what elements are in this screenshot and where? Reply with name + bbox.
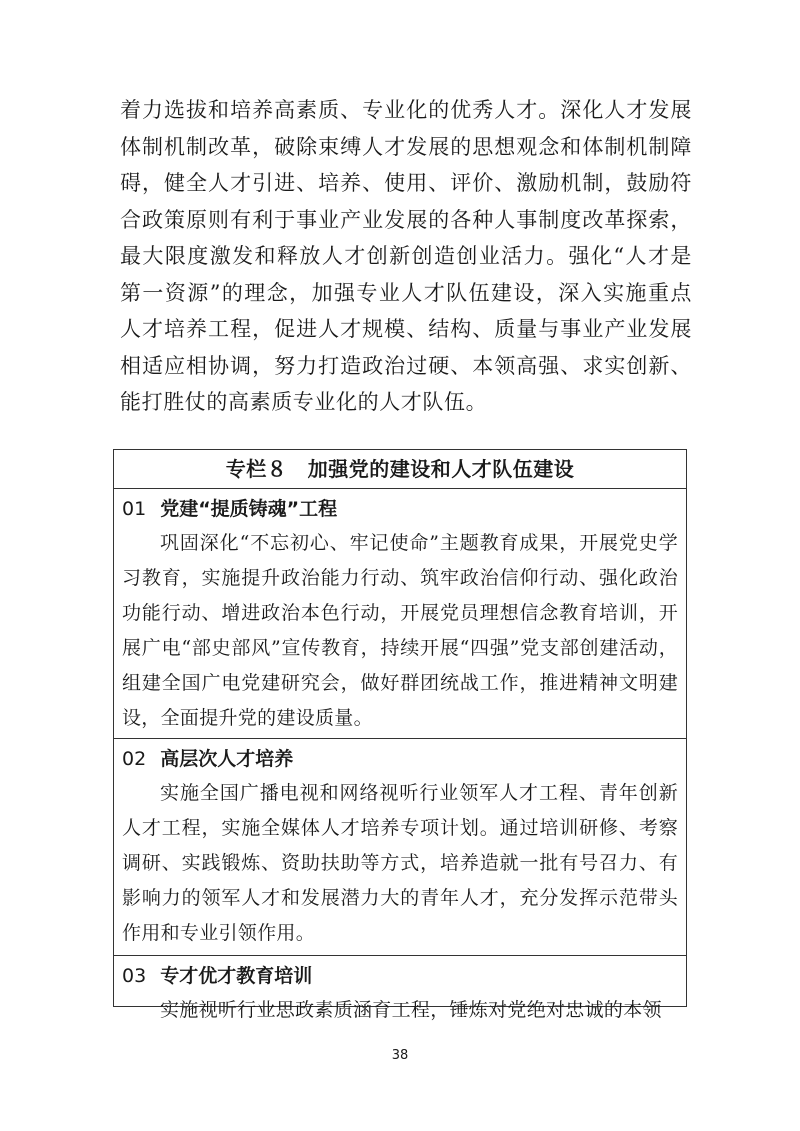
section-heading [122,489,678,526]
section-text: 巩固深化“不忘初心、牢记使命”主题教育成果，开展党史学习教育，实施提升政治能力行动、筑牢政治信仰行动、强化政治功能行动、增进政治本色行动，开展党员理想信念教育培训，开展广电“部史部风”宣传教育，持续开展“四强”党支部创建活动，组建全国广电党建研究会，做好群团统战工作，推进精神文明建设，全面提升党的建设质量。 [122,532,678,729]
body-paragraph: 着力选拔和培养高素质、专业化的优秀人才。深化人才发展体制机制改革，破除束缚人才发展的思想观念和体制机制障碍，健全人才引进、培养、使用、评价、激励机制，鼓励符合政策原则有利于事业产业发展的各种人事制度改革探索，最大限度激发和释放人才创新创造创业活力。强化“人才是第一资源”的理念，加强专业人才队伍建设，深入实施重点人才培养工程，促进人才规模、结构、质量与事业产业发展相适应相协调，努力打造政治过硬、本领高强、求实创新、能打胜仗的高素质专业化的人才队伍。 [120,98,692,414]
special-column-box [113,449,687,1021]
section-number: 02 [122,748,147,770]
section-number: 01 [122,498,147,520]
section-number: 03 [122,965,147,987]
section-title: 高层次人才培养 [160,748,294,770]
box-section-02 [114,739,686,956]
box-title: 专栏８ 加强党的建设和人才队伍建设 [114,450,686,489]
box-section-03 [114,956,686,1027]
page-number: 38 [391,1048,409,1063]
section-title: 专才优才教育培训 [160,965,313,987]
section-title: 党建“提质铸魂”工程 [160,498,338,520]
section-text: 实施全国广播电视和网络视听行业领军人才工程、青年创新人才工程，实施全媒体人才培养专项计划。通过培训研修、考察调研、实践锻炼、资助扶助等方式，培养造就一批有号召力、有影响力的领军人才和发展潜力大的青年人才，充分发挥示范带头作用和专业引领作用。 [122,782,678,944]
section-heading [122,956,678,993]
section-text: 实施视听行业思政素质涵育工程，锤炼对党绝对忠诚的本领 [160,999,662,1021]
section-heading [122,739,678,776]
box-section-01 [114,489,686,739]
